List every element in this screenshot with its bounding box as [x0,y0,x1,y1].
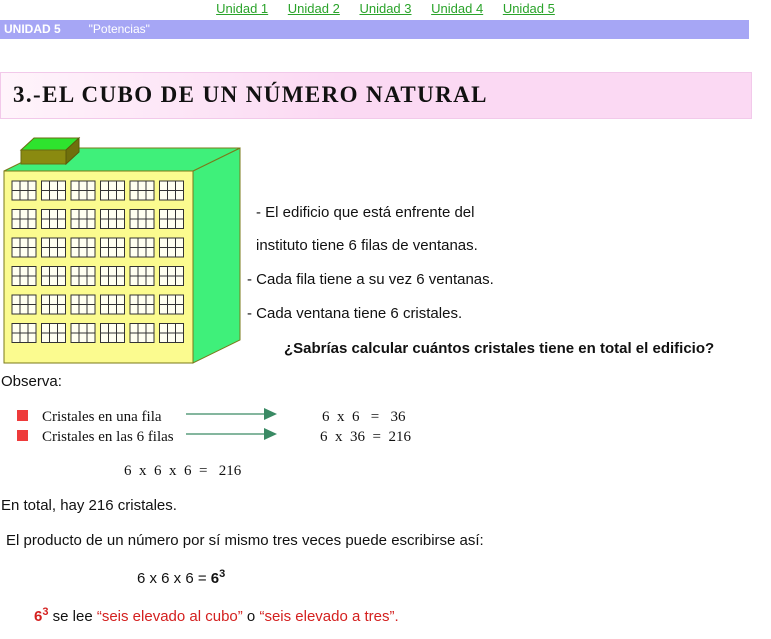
building-window [160,295,184,314]
power-expression [137,568,225,587]
building-window [71,295,95,314]
section-title: 3.-EL CUBO DE UN NÚMERO NATURAL [13,82,488,107]
unit-label: UNIDAD 5 [4,22,61,36]
building-window [42,210,66,229]
text-line-3: - Cada fila tiene a su vez 6 ventanas. [247,271,494,288]
building-window [42,267,66,286]
building-window [101,181,125,200]
building-window [42,238,66,257]
building-window [12,181,36,200]
observe-label: Observa: [1,373,62,390]
full-product: 6 x 6 x 6 = 216 [124,463,242,479]
building-window [12,267,36,286]
building-window [101,210,125,229]
building-window [12,295,36,314]
building-window [71,267,95,286]
building-window [12,238,36,257]
question-text: ¿Sabrías calcular cuántos cristales tiene en total el edificio? [284,340,715,357]
building-window [160,267,184,286]
calc-row-result: 6 x 36 = 216 [320,429,411,445]
nav-link-unidad-1[interactable]: Unidad 1 [216,1,269,16]
reading-quote-2: “seis elevado a tres”. [259,608,399,625]
section-title-bar [0,72,752,119]
building-illustration [0,132,244,366]
building-window [42,295,66,314]
reading-base: 6 [34,608,43,625]
arrow-right-icon [186,406,278,422]
building-window [101,324,125,343]
nav-link-unidad-3[interactable]: Unidad 3 [359,1,412,16]
unit-topic: "Potencias" [88,22,150,36]
text-line-4: - Cada ventana tiene 6 cristales. [247,305,463,322]
building-window [12,324,36,343]
arrow-right-icon [186,426,278,442]
reading-se-lee: se lee [48,608,97,625]
building-window [101,295,125,314]
building-window [160,324,184,343]
building-window [42,324,66,343]
power-expression-text: 6 x 6 x 6 = [137,570,211,587]
reading-exponent: 3 [42,606,49,618]
reading-sentence [34,606,399,625]
building-window [12,210,36,229]
building-window [71,210,95,229]
building-window [130,295,154,314]
nav-link-unidad-4[interactable]: Unidad 4 [431,1,484,16]
reading-quote-1: “seis elevado al cubo” [96,608,243,625]
reading-or: o [242,608,260,625]
building-window [160,181,184,200]
nav-link-unidad-2[interactable]: Unidad 2 [287,1,340,16]
building-window [130,324,154,343]
bullet-marker [17,410,28,421]
building-window [160,210,184,229]
unit-header-bar [0,20,749,39]
building-window [71,181,95,200]
power-exponent: 3 [219,568,226,580]
unit-navigation [0,1,771,16]
text-line-2: instituto tiene 6 filas de ventanas. [256,237,478,254]
product-explanation: El producto de un número por sí mismo tres veces puede escribirse así: [6,532,484,549]
text-line-1: - El edificio que está enfrente del [256,204,475,221]
nav-link-unidad-5[interactable]: Unidad 5 [502,1,555,16]
calc-row-label: Cristales en una fila [42,409,162,425]
calc-row-result: 6 x 6 = 36 [322,409,406,425]
calc-row-label: Cristales en las 6 filas [42,429,174,445]
building-window [71,324,95,343]
building-window [160,238,184,257]
bullet-marker [17,430,28,441]
building-window [130,210,154,229]
building-window [130,238,154,257]
power-base: 6 [210,570,220,587]
building-window [101,267,125,286]
building-window [71,238,95,257]
building-window [101,238,125,257]
total-text: En total, hay 216 cristales. [1,497,177,514]
building-window [130,267,154,286]
building-window [42,181,66,200]
building-window [130,181,154,200]
